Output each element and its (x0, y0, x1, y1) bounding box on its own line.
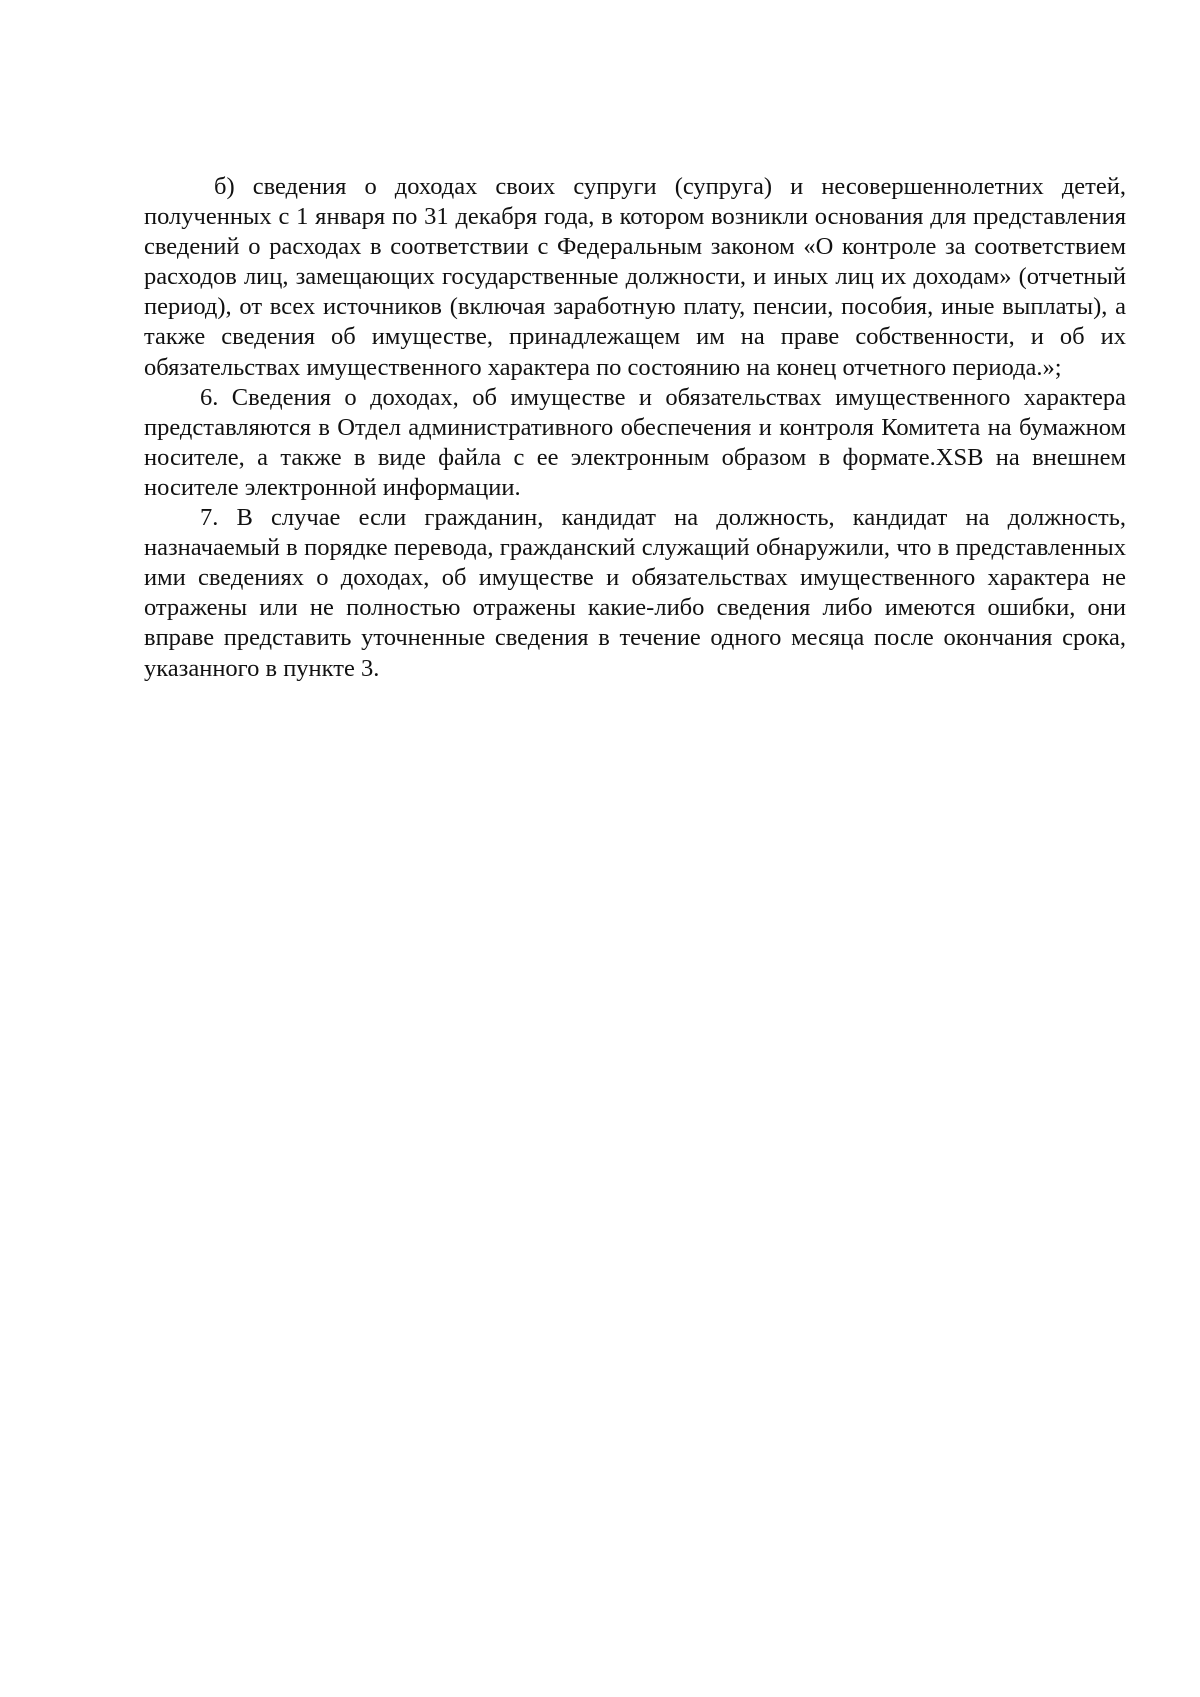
paragraph-7-corrections: 7. В случае если гражданин, кандидат на должность, кандидат на должность, назначаемый в порядке перевода, гражданский служащий обнаружили, что в представленных ими сведениях о доходах, об имуществе и обязательствах имущественного характера не отражены или не полностью отражены какие-либо сведения либо имеются ошибки, они вправе представить уточненные сведения в течение одного месяца после окончания срока, указанного в пункте 3. (144, 504, 1126, 682)
document-body (144, 172, 1126, 684)
paragraph-6-submission: 6. Сведения о доходах, об имуществе и обязательствах имущественного характера представляются в Отдел административного обеспечения и контроля Комитета на бумажном носителе, а также в виде файла с ее электронным образом в формате.XSB на внешнем носителе электронной информации. (144, 383, 1126, 501)
paragraph-b-spouse-income: б) сведения о доходах своих супруги (супруга) и несовершеннолетних детей, полученных с 1 января по 31 декабря года, в котором возникли основания для представления сведений о расходах в соответствии с Федеральным законом «О контроле за соответствием расходов лиц, замещающих государственные должности, и иных лиц их доходам» (отчетный период), от всех источников (включая заработную плату, пенсии, пособия, иные выплаты), а также сведения об имуществе, принадлежащем им на праве собственности, и об их обязательствах имущественного характера по состоянию на конец отчетного периода.»; (144, 173, 1126, 381)
